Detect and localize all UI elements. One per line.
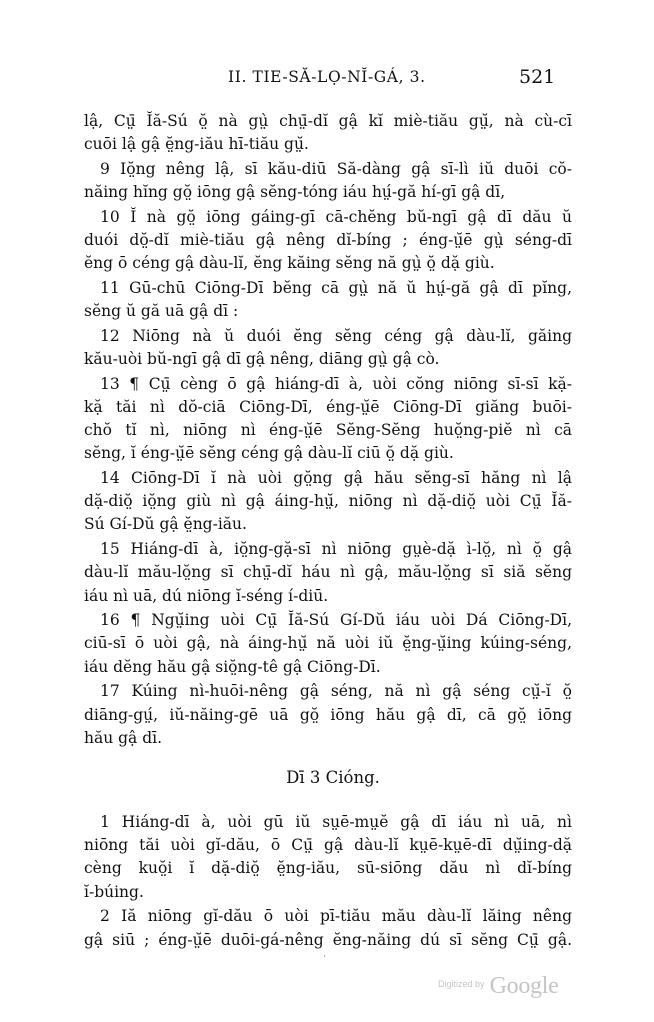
text-line: sĕng, ĭ éng-ṳ̆ē sĕng céng gậ dàu-lĭ ciū ŏ̤ dặ giù. — [84, 444, 454, 463]
verse-14 — [84, 467, 572, 537]
digitized-by-watermark — [438, 973, 578, 1007]
text-line: ĭ-búing. — [84, 882, 144, 901]
text-line: 13 ¶ Cṳ̄ cèng ō gậ hiáng-dī à, uòi cŏng niōng sī-sī kặ- — [100, 374, 572, 393]
text-line: niōng tăi uòi gĭ-dău, ō Cṳ̄ gậ dàu-lĭ kṳē-kṳē-dī dṳ̆ing-dặ — [84, 836, 572, 855]
google-logo: Google — [489, 973, 559, 999]
text-line: diāng-gṳ́, iŭ-năing-gē uā gŏ̤ iōng hău gậ dī, cā gŏ̤ iōng — [84, 705, 572, 724]
text-line: ĕng ō céng gậ dàu-lĭ, ĕng kăing sĕng nă gṳ̀ ŏ̤ dặ giù. — [84, 254, 495, 273]
running-title: II. TIE-SĂ-LỌ-NĬ-GÁ, 3. — [228, 68, 426, 86]
text-line: năing hĭng gŏ̤ iōng gậ sĕng-tóng iáu hṳ́-gă hí-gī gậ dī, — [84, 183, 506, 202]
verse-11 — [84, 277, 572, 323]
text-line: iáu dĕng hău gậ siŏ̤ng-tê gậ Ciōng-Dī. — [84, 657, 381, 676]
body-text — [84, 110, 572, 953]
verse-15 — [84, 538, 572, 608]
text-line: ciū-sī ō uòi gậ, nà áing-hṳ̆ nă uòi iŭ ĕ̤ng-ṳ̆ing kúing-séng, — [84, 634, 572, 653]
verse-10 — [84, 206, 572, 276]
text-line: chŏ tĭ nì, niōng nì éng-ṳ̆ē Sĕng-Sĕng huŏ̤ng-piĕ nì cā — [84, 421, 572, 440]
text-line: 14 Ciōng-Dī ĭ nà uòi gŏ̤ng gậ hău sĕng-sī hăng nì lậ — [100, 469, 572, 488]
text-line: 9 Iŏ̤ng nêng lậ, sī kău-diū Să-dàng gậ sī-lì iŭ duōi cŏ- — [100, 159, 572, 178]
text-line: dàu-lĭ mău-lŏ̤ng sī chṳ̄-dĭ háu nì gậ, mău-lŏ̤ng sī siă sĕng — [84, 563, 572, 582]
verse-2 — [84, 905, 572, 951]
text-line: iáu nì uā, dú niōng ĭ-séng í-diū. — [84, 586, 329, 605]
running-head — [0, 68, 654, 94]
text-line: 15 Hiáng-dī à, iŏ̤ng-gặ-sī nì niōng gṳè-dặ ì-lŏ̤, nì ŏ̤ gậ — [100, 540, 572, 559]
verse-13 — [84, 373, 572, 466]
text-line: cuōi lậ gậ ĕ̤ng-iău hī-tiău gṳ̆. — [84, 135, 309, 154]
verse-1 — [84, 811, 572, 904]
text-line: dặ-diŏ̤ iŏ̤ng giù nì gậ áing-hṳ̆, niōng nì dặ-diŏ̤ uòi Cṳ̄ Ĭă- — [84, 492, 572, 511]
verse-17 — [84, 680, 572, 750]
text-line: kău-uòi bŭ-ngī gậ dī gậ nêng, diāng gṳ̀ gậ cò. — [84, 350, 440, 369]
digitized-by-label: Digitized by — [438, 979, 485, 989]
text-line: Sú Gí-Dŭ gậ ĕ̤ng-iău. — [84, 515, 247, 534]
text-line: 16 ¶ Ngṳ̆ing uòi Cṳ̄ Ĭă-Sú Gí-Dŭ iáu uòi Dá Ciōng-Dī, — [100, 611, 572, 630]
chapter-heading: Dī 3 Cióng. — [286, 767, 380, 787]
text-line: 17 Kúing nì-huōi-nêng gậ séng, nă nì gậ séng cṳ̆-ĭ ŏ̤ — [100, 682, 572, 701]
text-line: 11 Gū-chū Ciōng-Dī bĕng cā gṳ̀ nă ŭ hṳ́-gă gậ dī pĭng, — [100, 278, 572, 297]
text-line: 12 Niōng nà ŭ duói ĕng sĕng céng gậ dàu-lĭ, găing — [100, 326, 572, 345]
text-line: hău gậ dī. — [84, 728, 163, 747]
text-line: kặ tăi nì dŏ-ciā Ciōng-Dī, éng-ṳ̆ē Ciōng-Dī giăng buōi- — [84, 397, 572, 416]
verse-continuation — [84, 110, 572, 156]
verse-16 — [84, 609, 572, 679]
footer-mark: ˙ — [322, 955, 327, 966]
text-line: 2 Iă niōng gĭ-dău ō uòi pī-tiău mău dàu-lĭ lăing nêng — [100, 907, 572, 926]
verse-9 — [84, 158, 572, 204]
text-line: duói dŏ̤-dĭ miè-tiău gậ nêng dĭ-bíng ; éng-ṳ̆ē gṳ̀ séng-dī — [84, 231, 572, 250]
page-number: 521 — [519, 66, 556, 88]
text-line: 10 Ĭ nà gŏ̤ iōng gáing-gī cā-chĕng bŭ-ngī gậ dī dău ŭ — [100, 207, 572, 226]
text-line: 1 Hiáng-dī à, uòi gū iŭ sṳē-mṳĕ gậ dī iáu nì uā, nì — [100, 812, 572, 831]
text-line: cèng kuŏ̤i ĭ dặ-diŏ̤ ĕ̤ng-iău, sū-siōng dău nì dĭ-bíng — [84, 859, 572, 878]
text-line: sĕng ŭ gă uā gậ dī : — [84, 302, 239, 321]
text-line: lậ, Cṳ̄ Ĭă-Sú ŏ̤ nà gṳ̀ chṳ̄-dĭ gậ kĭ miè-tiău gṳ̆, nà cù-cī — [84, 112, 572, 130]
text-line: gậ siū ; éng-ṳ̆ē duōi-gá-nêng ĕng-năing dú sī sĕng Cṳ̄ gậ. — [84, 930, 572, 949]
verse-12 — [84, 325, 572, 371]
